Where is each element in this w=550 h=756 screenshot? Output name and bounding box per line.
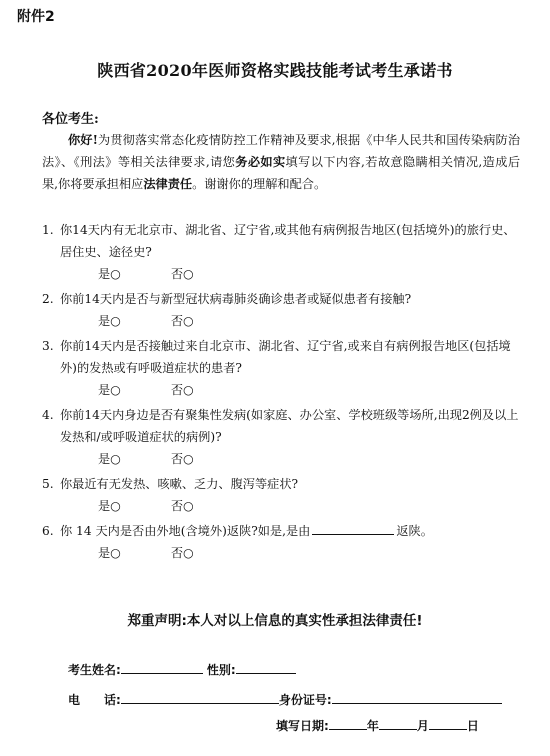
gender-field[interactable] [236,660,296,674]
origin-blank[interactable] [312,520,394,535]
question-text: 你前14天内是否与新型冠状病毒肺炎确诊患者或疑似患者有接触? [60,292,412,306]
question-item [42,520,526,542]
id-label: 身份证号: [278,693,332,707]
no-option[interactable]: 否○ [170,314,194,328]
yes-option[interactable]: 是○ [98,383,121,397]
month-field[interactable] [379,716,417,730]
question-item [42,288,526,310]
declaration: 郑重声明:本人对以上信息的真实性承担法律责任! [127,613,423,629]
intro-text-3: 。谢谢你的理解和配合。 [192,177,327,191]
year-label: 年 [366,719,379,733]
id-field[interactable] [332,690,502,704]
day-field[interactable] [429,716,467,730]
question-item [42,219,526,263]
date-row [276,716,479,734]
question-number: 5. [42,477,54,491]
answer-options [42,379,526,401]
yes-option[interactable]: 是○ [98,546,121,560]
day-label: 日 [466,719,479,733]
question-number: 2. [42,292,54,306]
no-option[interactable]: 否○ [170,267,194,281]
year-field[interactable] [329,716,367,730]
document-title: 陕西省2020年医师资格实践技能考试考生承诺书 [97,61,453,80]
intro-text-1: 为贯彻落实常态化疫情防控工作精神及要求,根据《中华人民共和国传染病防治法》、《刑法》等相关法律要求,请您 [42,133,521,169]
intro-hello: 你好! [68,133,98,147]
question-text: 你最近有无发热、咳嗽、乏力、腹泻等症状? [60,477,299,491]
question-list [42,219,526,567]
attachment-label: 附件2 [17,9,55,25]
question-text: 你14天内有无北京市、湖北省、辽宁省,或其他有病例报告地区(包括境外)的旅行史、居住史、途径史? [60,223,516,259]
no-option[interactable]: 否○ [170,452,194,466]
gender-label: 性别: [206,663,236,677]
month-label: 月 [416,719,429,733]
greeting: 各位考生: [42,112,99,127]
date-label: 填写日期: [276,719,329,733]
phone-label: 电 话: [68,693,121,707]
question-text-end: 返陕。 [396,524,433,538]
question-text: 你前14天内身边是否有聚集性发病(如家庭、办公室、学校班级等场所,出现2例及以上发热和/或呼吸道症状的病例)? [60,408,519,444]
answer-options [42,263,526,285]
answer-options [42,448,526,470]
question-item [42,335,526,379]
intro-emphasis-1: 务必如实 [235,155,286,169]
answer-options [42,310,526,332]
question-number: 3. [42,339,54,353]
name-label: 考生姓名: [68,663,121,677]
intro-paragraph [42,129,520,195]
name-gender-row [68,660,296,678]
no-option[interactable]: 否○ [170,546,194,560]
question-text: 你 14 天内是否由外地(含境外)返陕?如是,是由 [60,524,311,538]
question-number: 6. [42,524,54,538]
question-number: 4. [42,408,54,422]
question-item [42,404,526,448]
answer-options [42,495,526,517]
yes-option[interactable]: 是○ [98,267,121,281]
answer-options [42,542,526,564]
phone-field[interactable] [121,690,279,704]
question-item [42,473,526,495]
intro-emphasis-2: 法律责任 [143,177,193,191]
yes-option[interactable]: 是○ [98,499,121,513]
question-text: 你前14天内是否接触过来自北京市、湖北省、辽宁省,或来自有病例报告地区(包括境外)的发热或有呼吸道症状的患者? [60,339,511,375]
intro-text-2: 填写以下内容,若故意隐瞒相关情况,造成后果,你将要承担相应 [42,155,521,191]
yes-option[interactable]: 是○ [98,314,121,328]
yes-option[interactable]: 是○ [98,452,121,466]
no-option[interactable]: 否○ [170,499,194,513]
no-option[interactable]: 否○ [170,383,194,397]
question-number: 1. [42,223,54,237]
name-field[interactable] [121,660,203,674]
phone-id-row [68,690,502,708]
